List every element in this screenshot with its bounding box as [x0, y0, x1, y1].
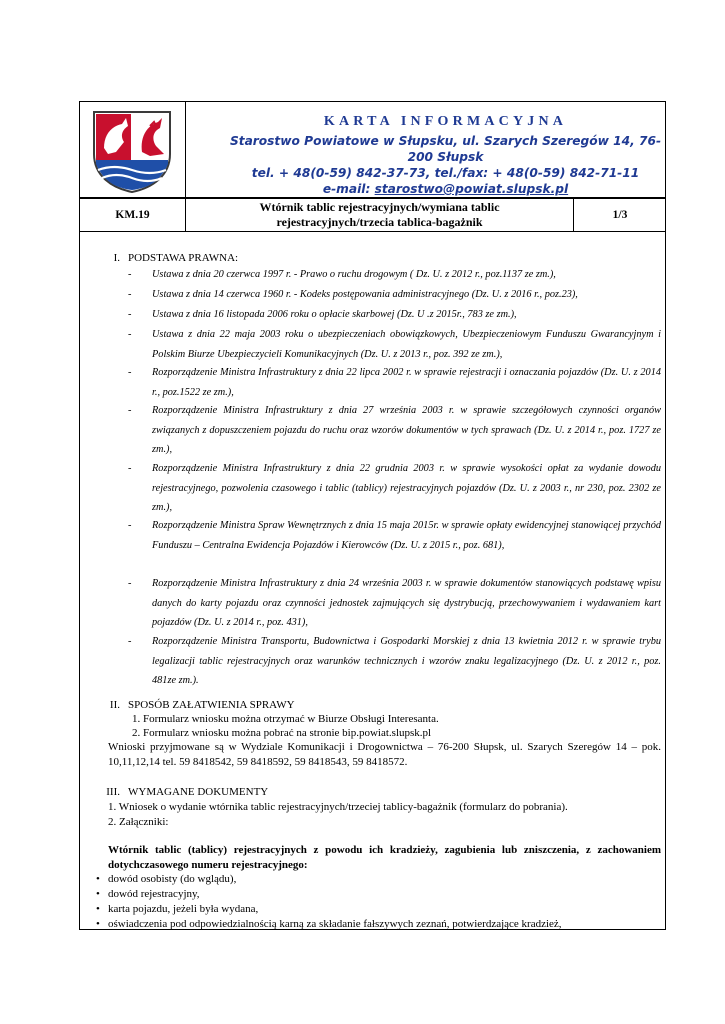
- law-item: - Ustawa z dnia 20 czerwca 1997 r. - Prawo o ruchu drogowym ( Dz. U. z 2012 r., poz.1137 ze zm.),: [128, 269, 556, 280]
- section-title: SPOSÓB ZAŁATWIENIA SPRAWY: [128, 699, 295, 711]
- section-number: II.: [109, 699, 120, 711]
- section-title: PODSTAWA PRAWNA:: [128, 252, 239, 264]
- office-address: Starostwo Powiatowe w Słupsku, ul. Szarych Szeregów 14, 76-200 Słupsk: [229, 134, 662, 164]
- subject-line-2: rejestracyjnych/trzecia tablica-bagażnik: [276, 215, 483, 229]
- section-number: I.: [113, 252, 120, 264]
- law-item: - Rozporządzenie Ministra Infrastruktury z dnia 22 lipca 2002 r. w sprawie rejestracji i oznaczania pojazdów (Dz. U. z 2014 r., poz.1522 ze zm.),: [128, 367, 661, 398]
- page-number: 1/3: [612, 209, 628, 221]
- law-item: - Rozporządzenie Ministra Transportu, Budownictwa i Gospodarki Morskiej z dnia 13 kwietnia 2012 r. w sprawie trybu legalizacji tablic rejestracyjnych oraz warunków technicznych i wzorów znaku legalizacyjnego (Dz. U. z 2012 r., poz. 481ze zm.).: [128, 636, 661, 686]
- office-email-line: [226, 181, 665, 197]
- section-number: III.: [106, 786, 120, 798]
- page-title: KARTA INFORMACYJNA: [323, 114, 568, 129]
- list-item: 2. Formularz wniosku można pobrać na stronie bip.powiat.slupsk.pl: [132, 727, 432, 739]
- bullet-item: • dowód osobisty (do wglądu),: [108, 872, 236, 887]
- office-note: Wnioski przyjmowane są w Wydziale Komunikacji i Drogownictwa – 76-200 Słupsk, ul. Szarych Szeregów 14 – pok. 10,11,12,14 tel. 59 8418542, 59 8418592, 59 8418543, 59 8418572.: [108, 741, 661, 768]
- document-header: [80, 102, 665, 199]
- bullet-item: • oświadczenia pod odpowiedzialnością karną za składanie fałszywych zeznań, potwierdzające kradzież,: [108, 917, 562, 932]
- law-item: - Rozporządzenie Ministra Infrastruktury z dnia 22 grudnia 2003 r. w sprawie wysokości opłat za wydanie dowodu rejestracyjnego, pozwolenia czasowego i tablic (tablicy) rejestracyjnych pojazdów (Dz. U. z 2003 r., nr 230, poz. 2302 ze zm.),: [128, 463, 661, 513]
- email-link[interactable]: starostwo@powiat.slupsk.pl: [374, 182, 569, 196]
- law-item: - Rozporządzenie Ministra Infrastruktury z dnia 27 września 2003 r. w sprawie szczegółowych czynności organów związanych z dopuszczeniem pojazdu do ruchu oraz wzorów dokumentów w tych sprawach (Dz. U. z 2014 r., poz. 1727 ze zm.),: [128, 405, 661, 455]
- law-item: - Rozporządzenie Ministra Spraw Wewnętrznych z dnia 15 maja 2015r. w sprawie opłaty ewidencyjnej stanowiącej przychód Funduszu – Centralna Ewidencja Pojazdów i Kierowców (Dz. U. z 2015 r., poz. 681),: [128, 520, 661, 551]
- document-frame: [79, 101, 666, 930]
- list-item: 1. Wniosek o wydanie wtórnika tablic rejestracyjnych/trzeciej tablicy-bagażnik (formularz do pobrania).: [108, 801, 568, 813]
- document-code-row: [80, 199, 665, 232]
- logo-cell: [80, 102, 186, 197]
- law-item: - Ustawa z dnia 14 czerwca 1960 r. - Kodeks postępowania administracyjnego (Dz. U. z 2016 r., poz.23),: [128, 289, 578, 300]
- bullet-item: • karta pojazdu, jeżeli była wydana,: [108, 902, 258, 917]
- subheading: Wtórnik tablic (tablicy) rejestracyjnych z powodu ich kradzieży, zagubienia lub zniszczenia, z zachowaniem dotychczasowego numeru rejestracyjnego:: [108, 844, 661, 871]
- section-title: WYMAGANE DOKUMENTY: [128, 786, 269, 798]
- document-subject: [186, 199, 574, 231]
- list-item: 1. Formularz wniosku można otrzymać w Biurze Obsługi Interesanta.: [132, 713, 439, 725]
- list-item: 2. Załączniki:: [108, 816, 169, 828]
- document-code: KM.19: [80, 199, 186, 231]
- bullet-item: • dowód rejestracyjny,: [108, 887, 200, 902]
- law-item: - Ustawa z dnia 22 maja 2003 roku o ubezpieczeniach obowiązkowych, Ubezpieczeniowym Funduszu Gwarancyjnym i Polskim Biurze Ubezpieczycieli Komunikacyjnych (Dz. U. z 2013 r., poz. 392 ze zm.),: [128, 329, 661, 360]
- office-phone: tel. + 48(0-59) 842-37-73, tel./fax: + 48(0-59) 842-71-11: [251, 166, 640, 180]
- subject-line-1: Wtórnik tablic rejestracyjnych/wymiana tablic: [259, 200, 500, 214]
- coat-of-arms-icon: [90, 108, 174, 194]
- law-item: - Ustawa z dnia 16 listopada 2006 roku o opłacie skarbowej (Dz. U .z 2015r., 783 ze zm.),: [128, 309, 517, 320]
- header-text: [186, 114, 665, 197]
- law-item: - Rozporządzenie Ministra Infrastruktury z dnia 24 września 2003 r. w sprawie dokumentów stanowiących podstawę wpisu danych do karty pojazdu oraz czynności jednostek zajmujących się dystrybucją, przechowywaniem i wydawaniem kart pojazdów (Dz. U. z 2014 r., poz. 431),: [128, 578, 661, 628]
- email-label: e-mail:: [322, 182, 375, 196]
